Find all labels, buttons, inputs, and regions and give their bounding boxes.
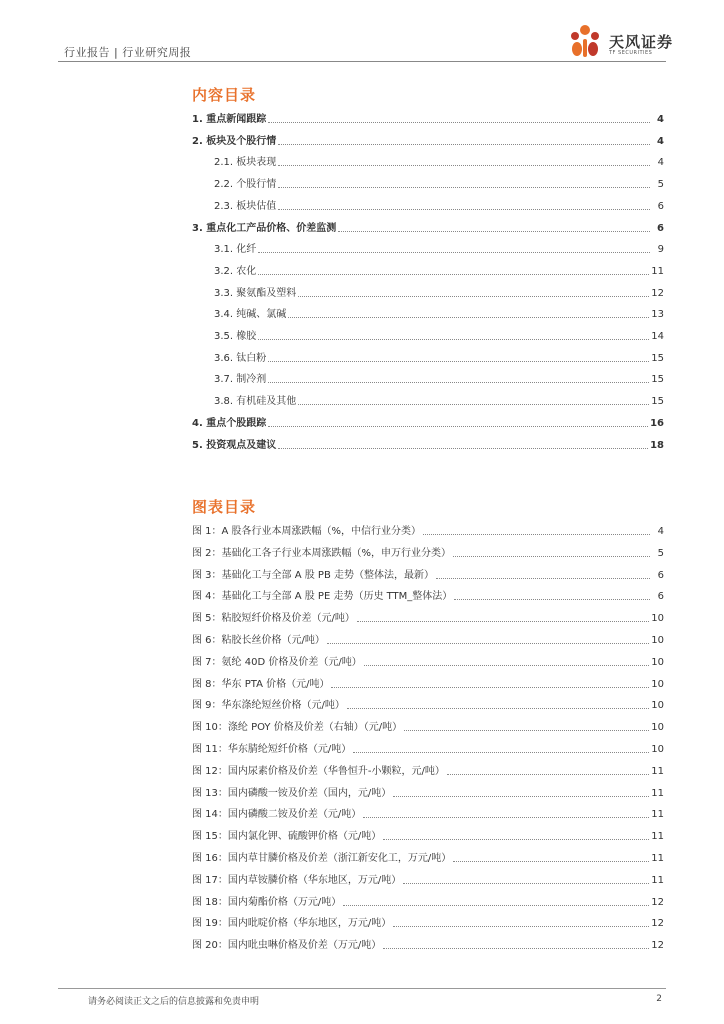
- figure-entry[interactable]: [192, 742, 664, 756]
- dot-leader: [393, 796, 649, 797]
- entry-label: 3.3. 聚氨酯及塑料: [214, 287, 297, 299]
- entry-label: 图 4：基础化工与全部 A 股 PE 走势（历史 TTM_整体法）: [192, 591, 453, 603]
- entry-label: 4. 重点个股跟踪: [192, 417, 267, 429]
- entry-label: 3.2. 农化: [214, 265, 257, 277]
- entry-label: 2. 板块及个股行情: [192, 135, 277, 147]
- dot-leader: [357, 621, 649, 622]
- figure-entry[interactable]: [192, 568, 664, 582]
- dot-leader: [338, 231, 650, 232]
- entry-label: 图 1：A 股各行业本周涨跌幅（%，中信行业分类）: [192, 526, 422, 537]
- dot-leader: [278, 187, 650, 188]
- dot-leader: [258, 339, 649, 340]
- dot-leader: [278, 165, 650, 166]
- dot-leader: [327, 643, 649, 644]
- dot-leader: [383, 839, 649, 840]
- entry-label: 3.4. 纯碱、氯碱: [214, 309, 287, 321]
- entry-page-number: 11: [651, 809, 664, 821]
- entry-label: 图 16：国内草甘膦价格及价差（浙江新安化工，万元/吨）: [192, 853, 452, 864]
- toc-entry[interactable]: [214, 242, 664, 256]
- entry-label: 图 15：国内氯化钾、硫酸钾价格（元/吨）: [192, 831, 382, 843]
- dot-leader: [453, 861, 649, 862]
- figure-entry[interactable]: [192, 698, 664, 712]
- dot-leader: [447, 774, 649, 775]
- entry-label: 图 20：国内吡虫啉价格及价差（万元/吨）: [192, 940, 382, 952]
- entry-page-number: 12: [651, 287, 664, 299]
- entry-label: 图 6：粘胶长丝价格（元/吨）: [192, 635, 325, 646]
- dot-leader: [298, 296, 649, 297]
- brand-name: 天风证券: [609, 33, 674, 51]
- dot-leader: [278, 448, 648, 449]
- entry-page-number: 9: [657, 244, 664, 256]
- figure-entry[interactable]: [192, 829, 664, 843]
- entry-page-number: 10: [651, 678, 664, 690]
- toc-entry[interactable]: [214, 199, 664, 213]
- entry-page-number: 12: [651, 896, 664, 908]
- brand-logo: [565, 22, 675, 62]
- toc-entry[interactable]: [214, 286, 664, 300]
- entry-page-number: 15: [651, 352, 664, 364]
- entry-label: 图 17：国内草铵膦价格（华东地区，万元/吨）: [192, 874, 402, 886]
- entry-page-number: 11: [651, 265, 664, 277]
- entry-label: 图 8：华东 PTA 价格（元/吨）: [192, 678, 330, 690]
- footer-disclaimer: 请务必阅读正文之后的信息披露和免责申明: [88, 997, 260, 1007]
- entry-page-number: 11: [651, 874, 664, 886]
- entry-page-number: 18: [650, 439, 664, 451]
- toc-entry[interactable]: [214, 177, 664, 191]
- entry-label: 图 9：华东涤纶短丝价格（元/吨）: [192, 700, 345, 712]
- entry-label: 3. 重点化工产品价格、价差监测: [192, 222, 337, 234]
- toc-entry[interactable]: [192, 416, 664, 430]
- dot-leader: [268, 122, 650, 123]
- entry-label: 3.8. 有机硅及其他: [214, 396, 297, 408]
- entry-page-number: 6: [657, 591, 664, 603]
- toc-entry[interactable]: [214, 394, 664, 408]
- entry-page-number: 14: [651, 331, 664, 342]
- entry-page-number: 16: [650, 417, 664, 429]
- entry-page-number: 4: [657, 157, 664, 169]
- entry-page-number: 6: [657, 569, 664, 581]
- figures-title: 图表目录: [192, 498, 257, 516]
- dot-leader: [404, 730, 649, 731]
- entry-page-number: 10: [651, 613, 664, 625]
- toc-entry[interactable]: [192, 112, 664, 126]
- entry-page-number: 13: [651, 309, 664, 321]
- figure-entry[interactable]: [192, 938, 664, 952]
- entry-page-number: 10: [651, 656, 664, 668]
- entry-page-number: 5: [657, 547, 664, 559]
- entry-label: 3.5. 橡胶: [214, 331, 257, 342]
- toc-entry[interactable]: [192, 134, 664, 148]
- figure-entry[interactable]: [192, 589, 664, 603]
- contents-title: 内容目录: [192, 86, 257, 104]
- figure-entry[interactable]: [192, 633, 664, 647]
- figure-entry[interactable]: [192, 655, 664, 669]
- page-number: 2: [656, 994, 662, 1004]
- entry-page-number: 11: [651, 787, 664, 799]
- entry-label: 3.7. 制冷剂: [214, 374, 267, 386]
- entry-label: 图 5：粘胶短纤价格及价差（元/吨）: [192, 613, 355, 625]
- dot-leader: [278, 209, 650, 210]
- figure-entry[interactable]: [192, 851, 664, 865]
- dot-leader: [343, 905, 649, 906]
- entry-label: 图 14：国内磷酸二铵及价差（元/吨）: [192, 809, 362, 821]
- dot-leader: [383, 948, 649, 949]
- header-divider: [58, 61, 666, 62]
- entry-page-number: 5: [657, 179, 664, 191]
- dot-leader: [454, 599, 650, 600]
- dot-leader: [258, 252, 650, 253]
- dot-leader: [436, 578, 650, 579]
- entry-page-number: 6: [657, 200, 664, 212]
- dot-leader: [364, 665, 650, 666]
- entry-label: 图 12：国内尿素价格及价差（华鲁恒升-小颗粒，元/吨）: [192, 765, 445, 777]
- entry-label: 3.6. 钛白粉: [214, 352, 267, 364]
- entry-label: 图 10：涤纶 POY 价格及价差（右轴）（元/吨）: [192, 722, 403, 734]
- figure-entry[interactable]: [192, 786, 664, 800]
- dot-leader: [268, 426, 648, 427]
- entry-page-number: 6: [657, 222, 664, 234]
- dot-leader: [347, 708, 649, 709]
- dot-leader: [268, 382, 649, 383]
- toc-entry[interactable]: [192, 438, 664, 452]
- figure-entry[interactable]: [192, 916, 664, 930]
- dot-leader: [331, 687, 649, 688]
- report-type-label: 行业报告 | 行业研究周报: [64, 46, 192, 59]
- entry-page-number: 4: [657, 135, 664, 147]
- dot-leader: [453, 556, 650, 557]
- entry-page-number: 10: [651, 722, 664, 734]
- entry-page-number: 15: [651, 374, 664, 386]
- entry-page-number: 10: [651, 635, 664, 646]
- entry-label: 图 7：氨纶 40D 价格及价差（元/吨）: [192, 656, 362, 668]
- entry-page-number: 15: [651, 396, 664, 408]
- dot-leader: [278, 144, 650, 145]
- figure-entry[interactable]: [192, 524, 664, 538]
- logo-mark-icon: [565, 22, 605, 62]
- dot-leader: [288, 317, 649, 318]
- entry-page-number: 4: [657, 526, 664, 537]
- entry-page-number: 12: [651, 940, 664, 952]
- entry-label: 图 18：国内菊酯价格（万元/吨）: [192, 896, 342, 908]
- entry-label: 图 2：基础化工各子行业本周涨跌幅（%，申万行业分类）: [192, 547, 452, 559]
- dot-leader: [423, 534, 650, 535]
- entry-label: 1. 重点新闻跟踪: [192, 114, 267, 125]
- dot-leader: [363, 817, 649, 818]
- figure-entry[interactable]: [192, 807, 664, 821]
- toc-entry[interactable]: [214, 264, 664, 278]
- footer-divider: [58, 988, 666, 989]
- figure-entry[interactable]: [192, 873, 664, 887]
- dot-leader: [298, 404, 649, 405]
- entry-label: 图 13：国内磷酸一铵及价差（国内，元/吨）: [192, 787, 392, 799]
- toc-entry[interactable]: [214, 307, 664, 321]
- entry-page-number: 11: [651, 831, 664, 843]
- figure-entry[interactable]: [192, 546, 664, 560]
- dot-leader: [393, 926, 649, 927]
- entry-page-number: 11: [651, 765, 664, 777]
- entry-page-number: 10: [651, 700, 664, 712]
- entry-page-number: 11: [651, 853, 664, 864]
- dot-leader: [403, 883, 649, 884]
- toc-entry[interactable]: [214, 351, 664, 365]
- entry-page-number: 12: [651, 918, 664, 930]
- entry-label: 图 3：基础化工与全部 A 股 PB 走势（整体法，最新）: [192, 569, 434, 581]
- figure-entry[interactable]: [192, 611, 664, 625]
- toc-entry[interactable]: [214, 329, 664, 343]
- entry-label: 2.3. 板块估值: [214, 200, 277, 212]
- entry-label: 3.1. 化纤: [214, 244, 257, 256]
- entry-label: 2.2. 个股行情: [214, 179, 277, 191]
- figure-entry[interactable]: [192, 764, 664, 778]
- dot-leader: [258, 274, 649, 275]
- toc-entry[interactable]: [214, 372, 664, 386]
- brand-subtitle: TF SECURITIES: [609, 50, 653, 56]
- dot-leader: [353, 752, 649, 753]
- entry-label: 图 19：国内吡啶价格（华东地区，万元/吨）: [192, 918, 392, 930]
- figure-entry[interactable]: [192, 720, 664, 734]
- entry-label: 图 11：华东腈纶短纤价格（元/吨）: [192, 744, 352, 755]
- dot-leader: [268, 361, 649, 362]
- entry-label: 5. 投资观点及建议: [192, 439, 277, 451]
- entry-page-number: 4: [657, 114, 664, 125]
- toc-entry[interactable]: [214, 155, 664, 169]
- entry-label: 2.1. 板块表现: [214, 157, 277, 169]
- figure-entry[interactable]: [192, 677, 664, 691]
- figure-entry[interactable]: [192, 895, 664, 909]
- toc-entry[interactable]: [192, 221, 664, 235]
- entry-page-number: 10: [651, 744, 664, 755]
